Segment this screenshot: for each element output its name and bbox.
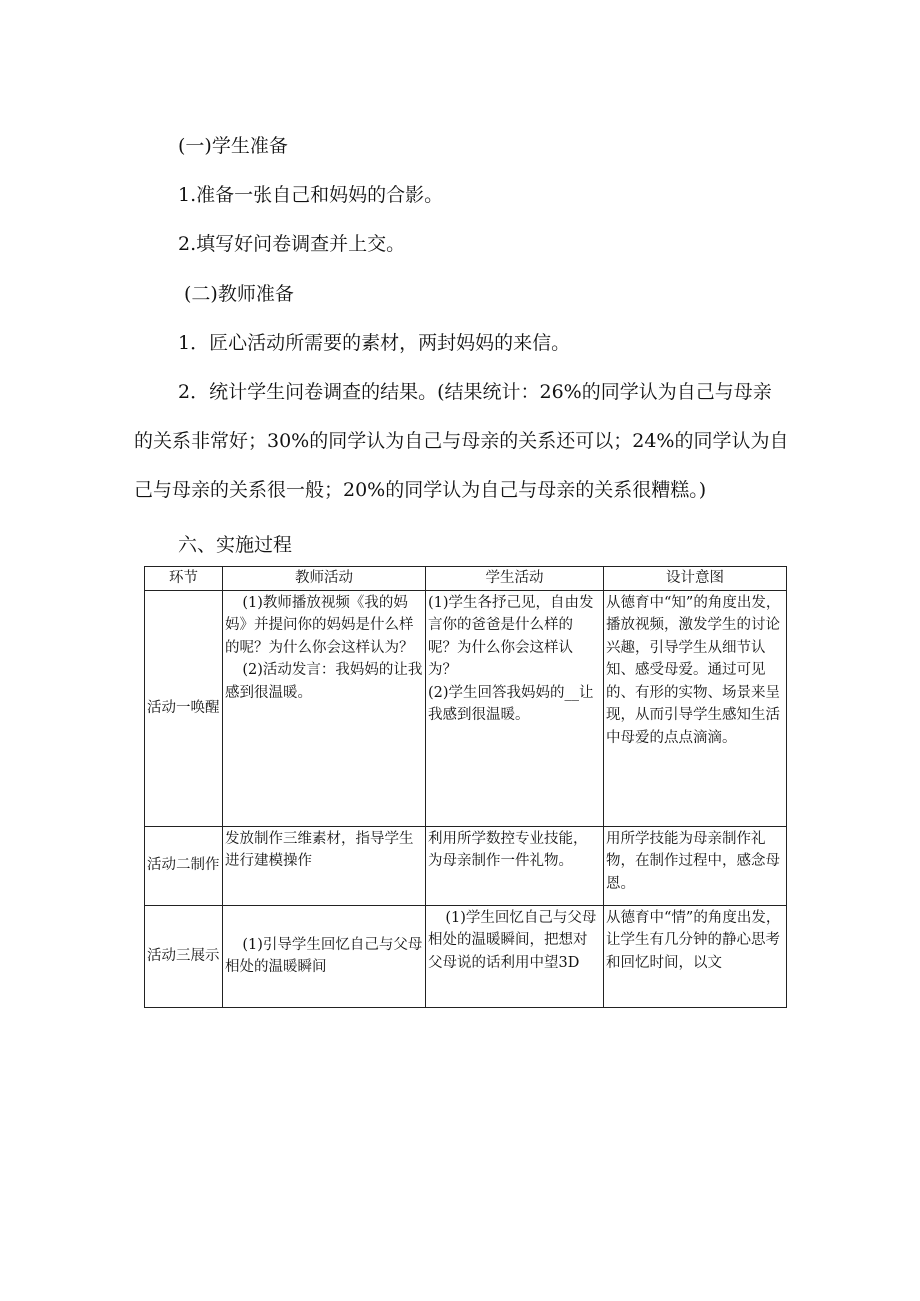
section-title: 六、实施过程	[178, 534, 293, 556]
teacher-activity-text: (1)教师播放视频《我的妈妈》并提问你的妈妈是什么样的呢？为什么你会这样认为？	[225, 594, 414, 656]
student-activity-text: 利用所学数控专业技能，为母亲制作一件礼物。	[428, 830, 588, 869]
table-row	[145, 905, 787, 1007]
table-header-row	[145, 567, 787, 591]
student-prep-item-1: 1.准备一张自己和妈妈的合影。	[178, 184, 444, 206]
teacher-activity-text: (1)引导学生回忆自己与父母相处的温暖瞬间	[225, 936, 423, 975]
implementation-table	[144, 566, 787, 1008]
student-activity-cell	[426, 905, 604, 1007]
student-activity-cell	[426, 826, 604, 905]
table-row	[145, 590, 787, 826]
teacher-prep-heading: (二)教师准备	[184, 283, 294, 305]
student-activity-text: (1)学生回忆自己与父母相处的温暖瞬间，把想对父母说的话利用中望3D	[428, 909, 597, 971]
student-activity-text: (2)学生回答我妈妈的__让我感到很温暖。	[428, 684, 594, 723]
teacher-prep-item-1: 1．匠心活动所需要的素材，两封妈妈的来信。	[178, 332, 571, 354]
table-row	[145, 826, 787, 905]
stage-cell: 活动一唤醒	[145, 590, 223, 826]
header-stage: 环节	[145, 567, 223, 591]
header-design-intent: 设计意图	[604, 567, 787, 591]
teacher-prep-item-2-line-2: 的关系非常好；30%的同学认为自己与母亲的关系还可以；24%的同学认为自	[134, 430, 789, 452]
teacher-prep-item-2-line-3: 己与母亲的关系很一般；20%的同学认为自己与母亲的关系很糟糕。)	[134, 479, 707, 501]
teacher-activity-cell	[223, 826, 426, 905]
teacher-activity-text: (2)活动发言：我妈妈的让我感到很温暖。	[225, 662, 423, 701]
stage-cell: 活动二制作	[145, 826, 223, 905]
design-intent-cell	[604, 905, 787, 1007]
design-intent-cell	[604, 826, 787, 905]
teacher-prep-item-2-line-1: 2．统计学生问卷调查的结果。(结果统计：26%的同学认为自己与母亲	[178, 381, 772, 403]
teacher-activity-cell	[223, 590, 426, 826]
header-student-activity: 学生活动	[426, 567, 604, 591]
student-activity-cell	[426, 590, 604, 826]
teacher-activity-text: 发放制作三维素材，指导学生进行建模操作	[225, 830, 414, 869]
design-intent-cell	[604, 590, 787, 826]
stage-cell: 活动三展示	[145, 905, 223, 1007]
design-intent-text: 用所学技能为母亲制作礼物，在制作过程中，感念母恩。	[606, 830, 780, 892]
student-prep-item-2: 2.填写好问卷调查并上交。	[178, 233, 406, 255]
student-prep-heading: (一)学生准备	[178, 135, 288, 157]
header-teacher-activity: 教师活动	[223, 567, 426, 591]
design-intent-text: 从德育中“知”的角度出发，播放视频，激发学生的讨论兴趣，引导学生从细节认知、感受母爱。通过可见的、有形的实物、场景来呈现，从而引导学生感知生活中母爱的点点滴滴。	[606, 594, 781, 746]
design-intent-text: 从德育中“情”的角度出发，让学生有几分钟的静心思考和回忆时间，以文	[606, 909, 781, 971]
student-activity-text: (1)学生各抒己见，自由发言你的爸爸是什么样的呢？为什么你会这样认为？	[428, 594, 594, 678]
teacher-activity-cell	[223, 905, 426, 1007]
